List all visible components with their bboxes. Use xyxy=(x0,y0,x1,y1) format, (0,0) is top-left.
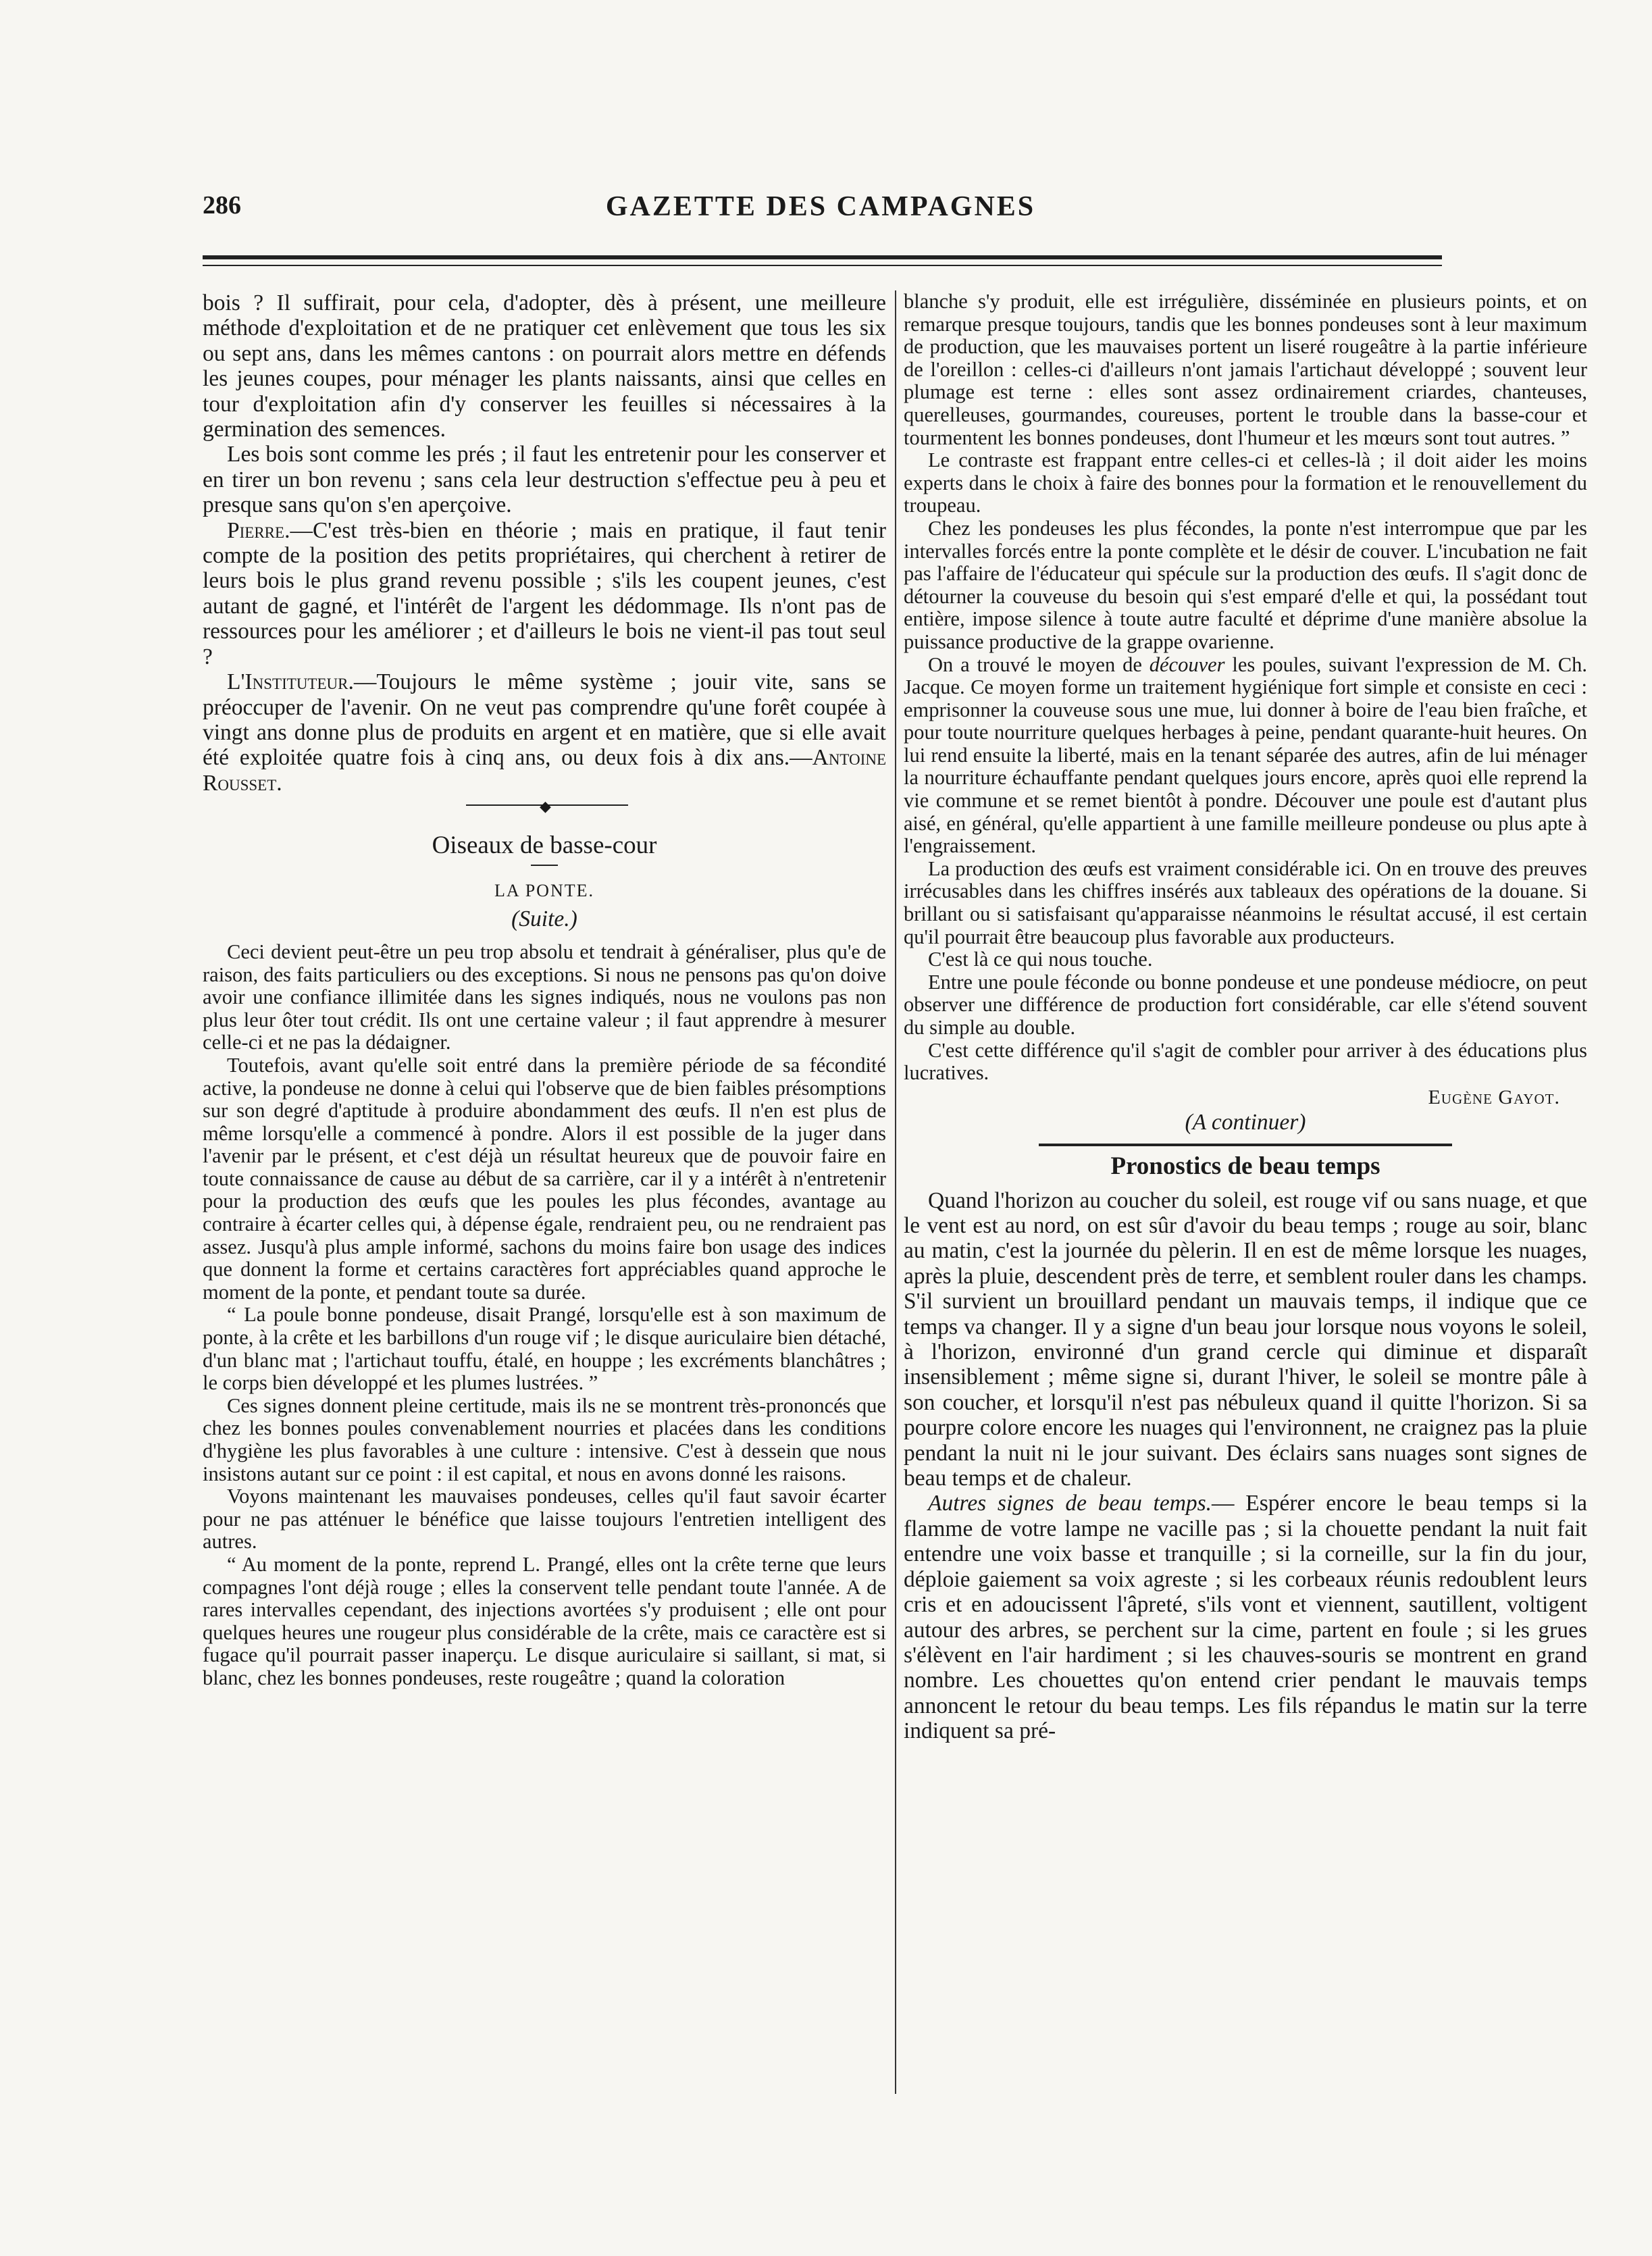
paragraph: Quand l'horizon au coucher du soleil, est rouge vif ou sans nuage, et que le vent est au nord, on est sûr d'avoir du beau temps ; rouge au soir, blanc au matin, c'est la journée du pèlerin. Il en est de même lorsque les nuages, après la pluie, descendent près de terre, et semblent rouler dans les champs. S'il survient un brouillard pendant un mauvais temps, il indique que ce temps va changer. Il y a signe d'un beau jour lorsque nous voyons le soleil, à l'horizon, environné d'un grand cercle qui diminue et disparaît insensiblement ; même signe si, durant l'hiver, le soleil se montre pâle à son coucher, et lorsqu'il n'est pas nébuleux quand il quitte l'horizon. Si sa pourpre colore encore les nuages qui l'environnent, ne craignez pas la pluie pendant la nuit ni le jour suivant. Des éclairs sans nuages sont signes de beau temps et de chaleur. xyxy=(904,1187,1587,1491)
paragraph: Ces signes donnent pleine certitude, mais ils ne se montrent très-prononcés que chez les bonnes poules convenablement nourries et placées dans les conditions d'hygiène les plus favorables à une culture : intensive. C'est à dessein que nous insistons autant sur ce point : il est capital, et nous en avons donné les raisons. xyxy=(203,1393,886,1485)
paragraph: C'est cette différence qu'il s'agit de combler pour arriver à des éducations plus lucratives. xyxy=(904,1038,1587,1085)
article-title: Pronostics de beau temps xyxy=(1110,1152,1380,1180)
text-run: — Espérer encore le beau temps si la flamme de votre lampe ne vacille pas ; si la chouette pendant la nuit fait entendre une voix basse et tranquille ; si la corneille, sur la fin du jour, déploie gaiement sa voix agreste ; si les corbeaux réunis redoublent leurs cris et en adoucissent l'âpreté, s'ils vont et viennent, sautillent, voltigent autour des arbres, se perchent sur la cime, partent en foule ; si les grues s'élèvent en l'air hardiment ; si les chauves-souris se montrent en grand nombre. Les chouettes qu'on entend crier pendant le mauvais temps annoncent le retour du beau temps. Les fils répandus le matin sur la terre indiquent sa pré- xyxy=(904,1491,1587,1744)
text-run: les poules, suivant l'expression de M. Ch. Jacque. Ce moyen forme un traitement hygiénique fort simple et consiste en ceci : emprisonner la couveuse sous une mue, lui donner à boire de l'eau bien fraîche, et pour toute nourriture quelques herbages à peine, pendant quarante-huit heures. On lui rend ensuite la liberté, mais en la tenant séparée des autres, afin de lui ménager la nourriture échauffante pendant quelques jours encore, après quoi elle reprend la vie commune et se remet bientôt à pondre. Découver une poule est d'autant plus aisé, en général, qu'elle appartient à une famille meilleure pondeuse ou plus apte à l'engraissement. xyxy=(904,652,1588,858)
paragraph: Voyons maintenant les mauvaises pondeuses, celles qu'il faut savoir écarter pour ne pas atténuer le bénéfice que laisse toujours l'entretien intelligent des autres. xyxy=(203,1485,886,1554)
quote-paragraph: “ La poule bonne pondeuse, disait Prangé, lorsqu'elle est à son maximum de ponte, à la crête et les barbillons d'un rouge vif ; le disque auriculaire bien détaché, d'un blanc mat ; l'artichaut touffu, étalé, en houppe ; les excréments blanchâtres ; le corps bien développé et les plumes lustrées. ” xyxy=(203,1303,886,1395)
paragraph: Ceci devient peut-être un peu trop absolu et tendrait à généraliser, plus qu'e de raison, des faits particuliers ou des exceptions. Si nous ne pensons pas qu'on doive avoir une confiance illimitée dans les signes indiqués, nous ne voulons pas non plus leur ôter tout crédit. Ils ont une certaine valeur ; il faut apprendre à mesurer celle-ci et ne pas la dédaigner. xyxy=(203,940,886,1054)
paragraph xyxy=(904,654,1587,858)
paragraph: Toutefois, avant qu'elle soit entré dans la première période de sa fécondité active, la pondeuse ne donne à celui qui l'observe que de bien faibles présomptions sur son degré d'aptitude à produire abondamment des œufs. Il n'en est plus de même lorsqu'elle a commencé à pondre. Alors il est possible de la juger dans l'avenir par le présent, et c'est déjà un résultat heureux que de pouvoir faire en toute connaissance de cause au début de sa carrière, car il y a intérêt à n'entretenir pour la production des œufs que les poules les plus fécondes, avantage au contraire à écarter celles qui, à dépense égale, rendraient peu, ou ne rendraient pas assez. Jusqu'à plus ample informé, sachons du moins faire bon usage des indices que donnent la forme et certains caractères fort appréciables quand approche le moment de la ponte, et pendant toute sa durée. xyxy=(203,1053,886,1304)
page-number: 286 xyxy=(203,191,241,220)
paragraph: Le contraste est frappant entre celles-ci et celles-là ; il doit aider les moins experts dans le choix à faire des bonnes pour la formation et le renouvellement du troupeau. xyxy=(904,448,1587,517)
section-separator xyxy=(203,796,886,815)
paragraph: C'est là ce qui nous touche. xyxy=(928,948,1153,971)
running-title: GAZETTE DES CAMPAGNES xyxy=(605,191,1036,222)
paragraph: Entre une poule féconde ou bonne pondeuse et une pondeuse médiocre, on peut observer une différence de production fort considérable, car elle s'étend souvent du simple au double. xyxy=(904,970,1587,1039)
article-body xyxy=(203,941,886,1690)
author-name: Antoine Rousset. xyxy=(203,745,886,796)
emphasis: Autres signes de beau temps. xyxy=(928,1491,1212,1516)
to-be-continued: (A continuer) xyxy=(1185,1110,1306,1135)
header-rule-thick xyxy=(203,255,1442,259)
dialogue-paragraph xyxy=(203,518,886,669)
paragraph xyxy=(904,1491,1587,1743)
left-column xyxy=(203,290,886,1690)
dialogue-text: —Toujours le même système ; jouir vite, sans se préoccuper de l'avenir. On ne veut pas comprendre qu'une forêt coupée à vingt ans donne plus de produits en argent et en matière, que si elle avait été exploitée quatre fois à cinq ans, ou deux fois à dix ans.— xyxy=(203,669,886,771)
article-rule xyxy=(1039,1144,1452,1146)
article-suite: (Suite.) xyxy=(511,906,577,931)
article-subtitle: LA PONTE. xyxy=(494,881,594,901)
header-rule-thin xyxy=(203,265,1442,266)
text-run: On a trouvé le moyen de xyxy=(928,652,1150,676)
speaker-name: L'Instituteur. xyxy=(227,669,354,695)
paragraph: blanche s'y produit, elle est irrégulière, disséminée en plusieurs points, et on remarque presque toujours, tandis que les bonnes pondeuses sont à leur maximum de production, que les mauvaises portent un liseré rougeâtre à la partie inférieure de l'oreillon : celles-ci d'ailleurs n'ont jamais l'artichaut développé ; souvent leur plumage est terne : elles sont assez ordinairement criardes, chanteuses, querelleuses, gourmandes, coureuses, portent le trouble dans la basse-cour et tourmentent les bonnes pondeuses, dont l'humeur et les mœurs sont tout autres. ” xyxy=(904,290,1587,449)
right-column xyxy=(904,290,1587,1744)
page-header xyxy=(203,190,1439,231)
speaker-name: Pierre. xyxy=(227,517,290,543)
signature: Eugène Gayot. xyxy=(1428,1085,1560,1108)
paragraph: Les bois sont comme les prés ; il faut les entretenir pour les conserver et en tirer un bon revenu ; sans cela leur destruction s'effectue peu à peu et presque sans qu'on s'en aperçoive. xyxy=(203,442,886,518)
dialogue-text: —C'est très-bien en théorie ; mais en pratique, il faut tenir compte de la position des petits propriétaires, qui cherchent à retirer de leurs bois le plus grand revenu possible ; s'ils les coupent jeunes, c'est autant de gagné, et l'intérêt de l'argent les dédommage. Ils n'ont pas de ressources pour les améliorer ; et d'ailleurs le bois ne vient-il pas tout seul ? xyxy=(203,517,886,669)
dialogue-paragraph xyxy=(203,669,886,796)
paragraph: La production des œufs est vraiment considérable ici. On en trouve des preuves irrécusables dans les chiffres insérés aux tableaux des opérations de la douane. Si brillant ou si satisfaisant qu'apparaisse néanmoins le résultat accusé, il est certain qu'il pourrait être beaucoup plus favorable aux producteurs. xyxy=(904,856,1587,948)
article-body-continued xyxy=(904,290,1587,1085)
quote-paragraph: “ Au moment de la ponte, reprend L. Prangé, elles ont la crête terne que leurs compagnes l'ont déjà rouge ; elles la conservent telle pendant toute l'année. A de rares intervalles cependant, des injections avortées s'y produisent ; elle ont pour quelques heures une rougeur plus considérable de la crête, mais ce caractère est si fugace qu'il pourrait passer inaperçu. Le disque auriculaire si saillant, si mat, si blanc, chez les bonnes pondeuses, reste rougeâtre ; quand la coloration xyxy=(203,1552,886,1689)
column-divider xyxy=(895,290,896,2094)
paragraph: Chez les pondeuses les plus fécondes, la ponte n'est interrompue que par les intervalles forcés entre la ponte complète et le désir de couver. L'incubation ne fait pas l'affaire de l'éducateur qui spécule sur la production des œufs. Il s'agit donc de détourner la couveuse du besoin qui s'est emparé d'elle et qui, la possédant tout entière, impose silence à toute autre faculté et déprime d'une manière absolue la puissance productive de la grappe ovarienne. xyxy=(904,516,1587,653)
article-title: Oiseaux de basse-cour xyxy=(432,831,657,860)
paragraph: bois ? Il suffirait, pour cela, d'adopter, dès à présent, une meilleure méthode d'exploitation et de ne pratiquer cet enlèvement que tous les six ou sept ans, dans les mêmes cantons : on pourrait alors mettre en défends les jeunes coupes, pour ménager les plants naissants, ainsi que celles en tour d'exploitation afin d'y conserver les feuilles si nécessaires à la germination des semences. xyxy=(203,290,886,442)
emphasis: découver xyxy=(1149,652,1225,676)
title-dash xyxy=(531,865,558,866)
